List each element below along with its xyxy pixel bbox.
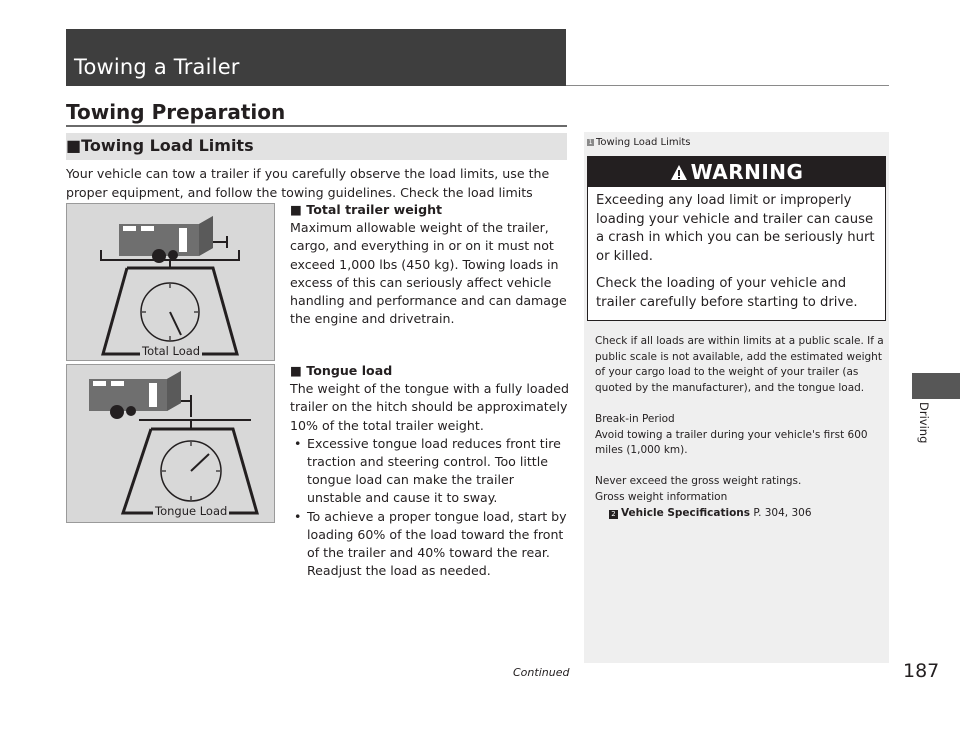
tongue-load-heading xyxy=(290,362,572,380)
subsection-marker: ■ xyxy=(66,136,82,155)
total-load-scale-drawing xyxy=(67,204,274,360)
total-weight-heading xyxy=(290,201,572,219)
vehicle-specifications-link[interactable] xyxy=(595,506,885,522)
tongue-load-marker: ■ xyxy=(290,363,302,378)
page-number: 187 xyxy=(903,660,940,682)
subsection-title-text: Towing Load Limits xyxy=(81,136,254,155)
tongue-load-scale-drawing xyxy=(67,365,274,522)
intro-paragraph: Your vehicle can tow a trailer if you carefully observe the load limits, use the proper equipment, and follow the towing guidelines. Check the load limits xyxy=(66,166,550,200)
section-rule xyxy=(66,125,567,127)
side-note-tag xyxy=(587,137,691,148)
total-weight-title: Total trailer weight xyxy=(306,202,443,217)
total-load-label: Total Load xyxy=(142,344,201,358)
chapter-title-band xyxy=(66,29,566,86)
side-notes-panel xyxy=(584,132,889,663)
subsection-band xyxy=(66,133,567,160)
side-notes-text xyxy=(595,334,885,521)
chapter-title: Towing a Trailer xyxy=(74,55,240,79)
reference-arrow-icon: 2 xyxy=(609,510,618,519)
warning-header xyxy=(588,157,885,187)
tongue-load-label: Tongue Load xyxy=(155,504,228,518)
warning-triangle-icon xyxy=(670,164,688,181)
bullet-item: • To achieve a proper tongue load, start by loading 60% of the load toward the front of the trailer and 40% toward the rear. Readjust the load as needed. xyxy=(290,508,572,581)
gross-weight-info: Gross weight information xyxy=(595,490,728,503)
reference-label: Vehicle Specifications xyxy=(621,506,751,519)
continued-label: Continued xyxy=(513,666,570,679)
bullet-item: • Excessive tongue load reduces front tire traction and steering control. Too little tongue load can make the trailer unstable and cause it to sway. xyxy=(290,435,572,508)
gross-weight-note: Never exceed the gross weight ratings. xyxy=(595,475,802,488)
warning-text-2: Check the loading of your vehicle and trailer carefully before starting to drive. xyxy=(596,276,858,310)
total-weight-marker: ■ xyxy=(290,202,302,217)
total-weight-text: Maximum allowable weight of the trailer, cargo, and everything in or on it must not exceed 1,000 lbs (450 kg). Towing loads in excess of this can seriously affect vehicle handling and performance and can damage the engine and drivetrain. xyxy=(290,220,567,327)
total-load-illustration xyxy=(66,203,275,361)
tongue-load-title: Tongue load xyxy=(306,363,393,378)
scale-note: Check if all loads are within limits at a public scale. If a public scale is not available, add the estimated weight of your cargo load to the weight of your trailer (as quoted by the manufacturer), and the tongue load. xyxy=(595,335,884,394)
break-in-note xyxy=(595,412,885,459)
warning-box xyxy=(587,156,886,321)
warning-text-1: Exceeding any load limit or improperly loading your vehicle and trailer can cause a crash in which you can be seriously hurt or killed. xyxy=(596,193,875,264)
section-title: Towing Preparation xyxy=(66,100,286,124)
tongue-load-block xyxy=(290,362,572,580)
tongue-load-bullets xyxy=(290,435,572,581)
warning-title: WARNING xyxy=(690,160,804,184)
subsection-title xyxy=(66,136,254,155)
side-note-tag-text: Towing Load Limits xyxy=(596,137,691,148)
reference-pages: P. 304, 306 xyxy=(753,506,812,519)
total-weight-block xyxy=(290,201,572,328)
title-rule xyxy=(566,85,889,86)
tongue-load-illustration xyxy=(66,364,275,523)
note-marker-icon: 1 xyxy=(588,139,593,146)
chapter-side-tab xyxy=(912,373,960,399)
chapter-side-tab-label: Driving xyxy=(917,402,931,444)
break-in-text: Avoid towing a trailer during your vehicle's first 600 miles (1,000 km). xyxy=(595,428,868,457)
tongue-load-text: The weight of the tongue with a fully loaded trailer on the hitch should be approximately 10% of the total trailer weight. xyxy=(290,381,570,433)
break-in-title: Break-in Period xyxy=(595,412,675,425)
